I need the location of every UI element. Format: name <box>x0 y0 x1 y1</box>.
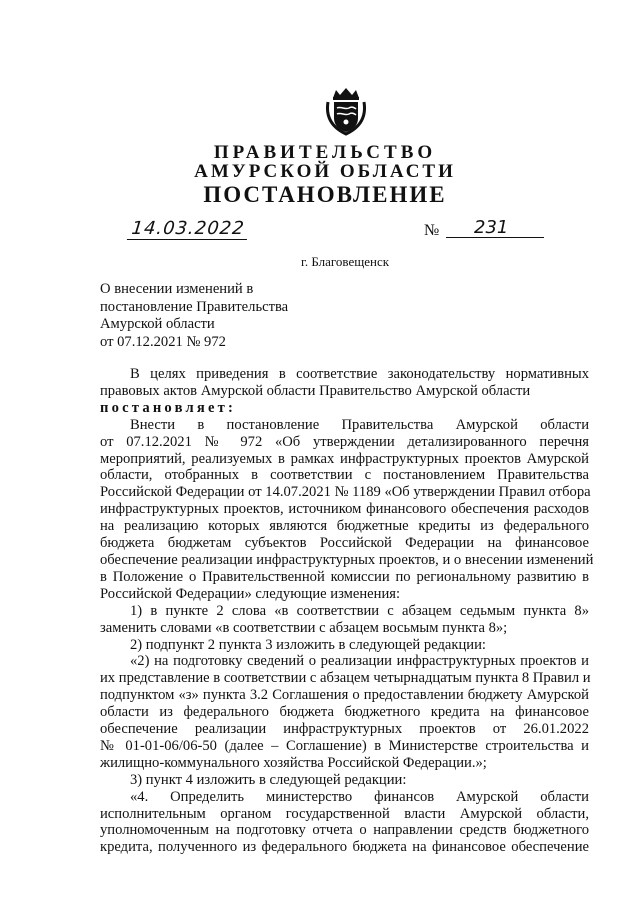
body-line: области из федерального бюджета бюджетного кредита на финансовое <box>100 704 589 721</box>
document-subject <box>100 281 350 351</box>
government-name-line2: АМУРСКОЙ ОБЛАСТИ <box>194 161 456 182</box>
body-line: В целях приведения в соответствие законодательству нормативных <box>130 366 589 382</box>
body-line: уполномоченным на подготовку отчета о направлении средств бюджетного <box>100 822 589 839</box>
body-line: исполнительным органом государственной власти Амурской области, <box>100 805 589 822</box>
number-label: № <box>424 222 440 239</box>
body-line: инфраструктурных проектов, источником финансового обеспечения расходов <box>100 501 589 518</box>
city-name: г. Благовещенск <box>300 254 390 269</box>
body-line: правовых актов Амурской области Правительство Амурской области <box>100 382 531 399</box>
body-line: на реализацию которых являются бюджетные кредиты из федерального <box>100 518 589 535</box>
body-line: «2) на подготовку сведений о реализации инфраструктурных проектов и <box>130 653 589 670</box>
body-line: кредита, полученного из федерального бюджета на финансовое обеспечение <box>100 839 589 856</box>
government-name-line1: ПРАВИТЕЛЬСТВО <box>213 142 437 163</box>
body-line: № 01-01-06/06-50 (далее – Соглашение) в Министерстве строительства и <box>100 737 589 754</box>
body-line: постановляет: <box>100 399 237 416</box>
document-date: 14.03.2022 <box>127 219 249 240</box>
body-line: Российской Федерации от 14.07.2021 № 1189 «Об утверждении Правил отбора <box>100 484 591 501</box>
subject-line: от 07.12.2021 № 972 <box>100 333 226 350</box>
body-line: 2) подпункт 2 пункта 3 изложить в следующей редакции: <box>130 636 486 653</box>
body-line: обеспечение реализации инфраструктурных проектов от 26.01.2022 <box>100 721 589 738</box>
document-type-title: ПОСТАНОВЛЕНИЕ <box>203 182 447 207</box>
body-line: бюджета бюджетам субъектов Российской Федерации на финансовое <box>100 535 589 552</box>
body-line: Внести в постановление Правительства Амурской области <box>130 416 589 433</box>
subject-line: постановление Правительства <box>100 298 289 315</box>
body-line: подпунктом «з» пункта 3.2 Соглашения о предоставлении бюджету Амурской <box>100 687 589 704</box>
body-line: в Положение о Правительственной комиссии по региональному развитию в <box>100 568 589 585</box>
coat-of-arms-emblem <box>325 86 367 136</box>
body-line: жилищно-коммунального хозяйства Российской Федерации.»; <box>100 754 487 771</box>
body-line: их представление в соответствии с абзацем четырнадцатым пункта 8 Правил и <box>100 670 591 687</box>
body-line: заменить словами «в соответствии с абзацем восьмым пункта 8»; <box>100 619 508 636</box>
body-line: 1) в пункте 2 слова «в соответствии с абзацем седьмым пункта 8» <box>130 602 589 619</box>
subject-line: О внесении изменений в <box>100 281 254 297</box>
body-line: 3) пункт 4 изложить в следующей редакции: <box>130 771 407 788</box>
document-number: 231 <box>446 218 544 238</box>
body-line: «4. Определить министерство финансов Амурской области <box>130 788 589 805</box>
body-line: обеспечение реализации инфраструктурных проектов, и о внесении изменений <box>100 551 594 568</box>
subject-line: Амурской области <box>100 316 215 333</box>
body-line: Российской Федерации» следующие изменения: <box>100 585 401 602</box>
body-line: от 07.12.2021 № 972 «Об утверждении детализированного перечня <box>100 433 589 450</box>
body-line: мероприятий, реализуемых в рамках инфраструктурных проектов Амурской <box>100 450 589 467</box>
body-line: области, отобранных в соответствии с постановлением Правительства <box>100 467 589 484</box>
document-body <box>100 366 594 856</box>
